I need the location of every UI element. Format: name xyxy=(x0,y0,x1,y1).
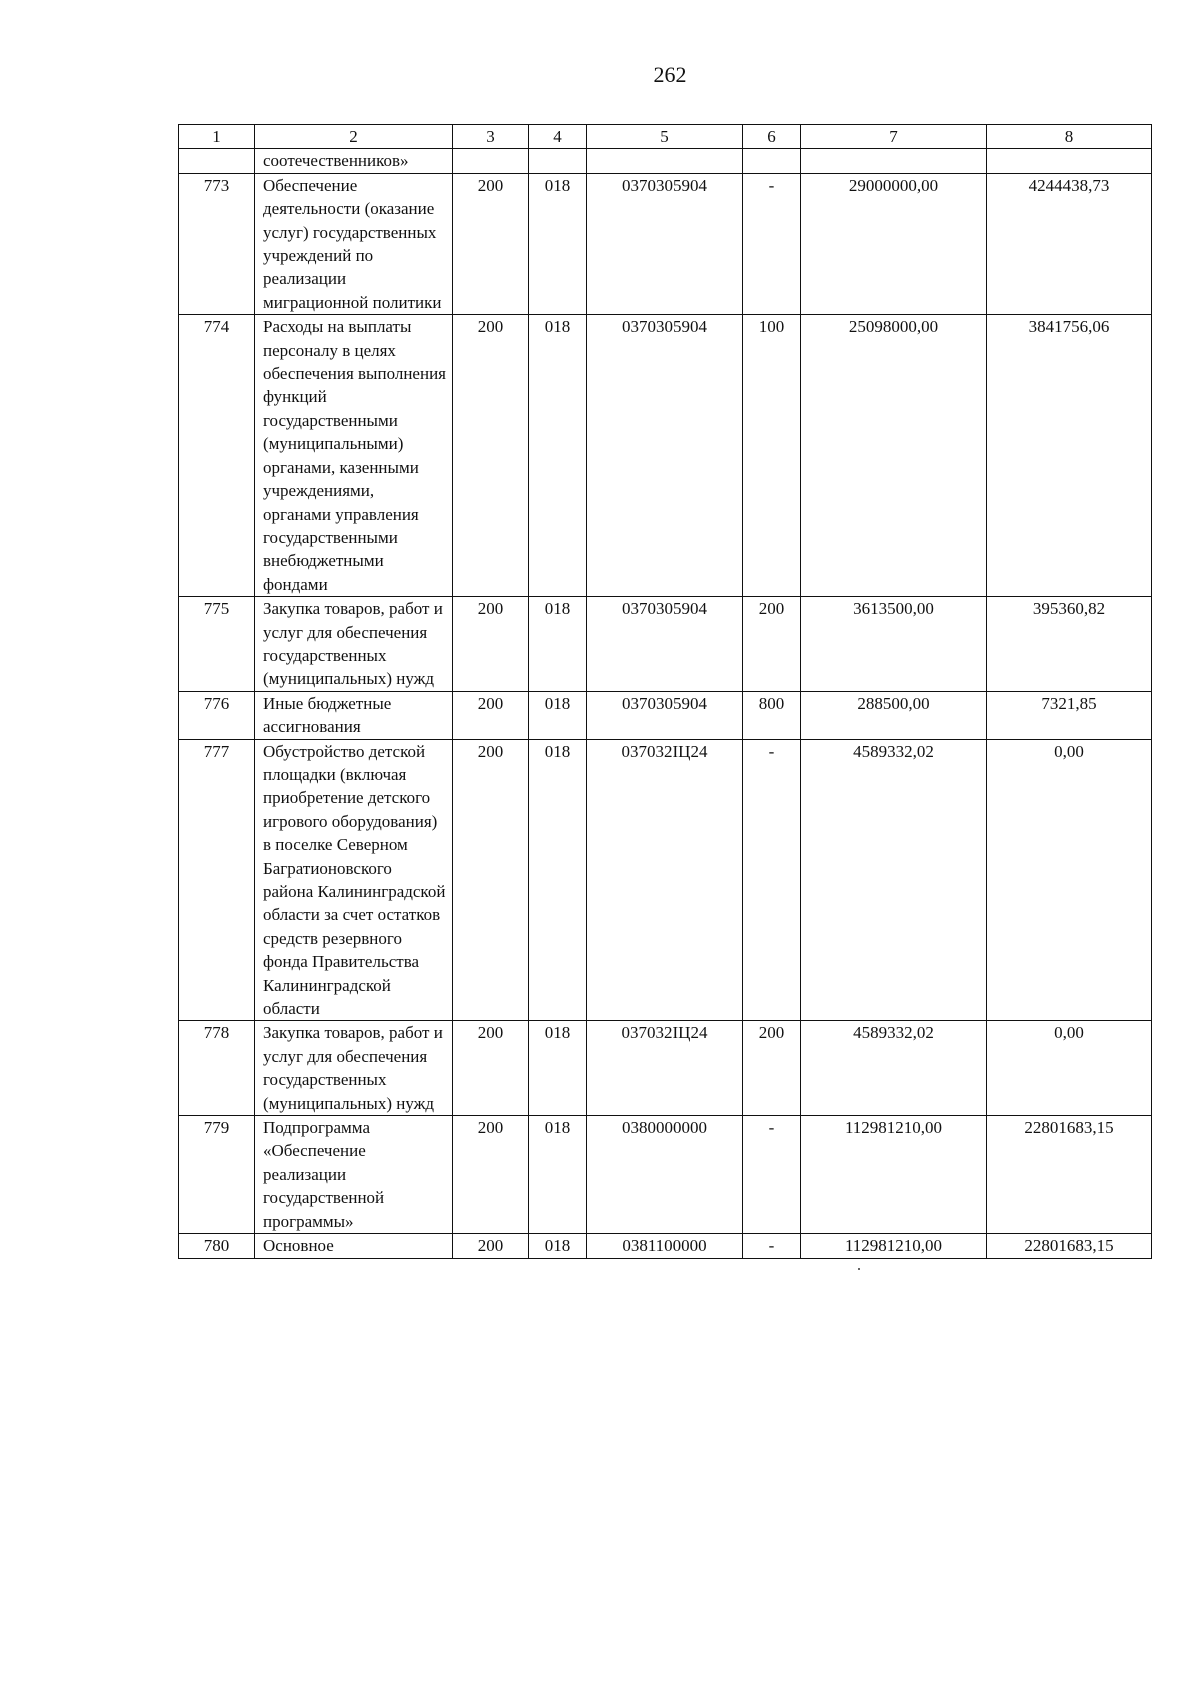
header-cell: 5 xyxy=(587,125,743,149)
table-cell-c6 xyxy=(743,149,801,173)
table-cell-name: соотечественников» xyxy=(255,149,453,173)
table-cell-num: 773 xyxy=(179,173,255,314)
table-cell-c3: 200 xyxy=(453,1021,529,1116)
table-cell-c4: 018 xyxy=(529,173,587,314)
table-cell-num: 777 xyxy=(179,739,255,1021)
table-row xyxy=(179,739,1152,1021)
table-cell-c5: 037032IЦ24 xyxy=(587,739,743,1021)
table-cell-c8: 0,00 xyxy=(987,739,1152,1021)
table-cell-c5: 0381100000 xyxy=(587,1234,743,1258)
table-cell-c6: - xyxy=(743,1234,801,1258)
table-row xyxy=(179,597,1152,692)
header-cell: 3 xyxy=(453,125,529,149)
table-cell-c3: 200 xyxy=(453,173,529,314)
table-cell-c8: 22801683,15 xyxy=(987,1234,1152,1258)
table-cell-c5: 0370305904 xyxy=(587,691,743,739)
table-row xyxy=(179,1234,1152,1258)
table-cell-c4: 018 xyxy=(529,315,587,597)
table-cell-name: Основное xyxy=(255,1234,453,1258)
table-header-row xyxy=(179,125,1152,149)
table-cell-num: 775 xyxy=(179,597,255,692)
header-cell: 1 xyxy=(179,125,255,149)
table-cell-c4: 018 xyxy=(529,597,587,692)
table-cell-c4 xyxy=(529,149,587,173)
table-cell-c3 xyxy=(453,149,529,173)
table-cell-c5: 0370305904 xyxy=(587,597,743,692)
table-cell-c6: - xyxy=(743,173,801,314)
table-cell-num: 774 xyxy=(179,315,255,597)
table-cell-c8: 395360,82 xyxy=(987,597,1152,692)
table-cell-c7: 112981210,00 xyxy=(801,1234,987,1258)
table-cell-c4: 018 xyxy=(529,691,587,739)
table-cell-c6: 200 xyxy=(743,597,801,692)
table-cell-c4: 018 xyxy=(529,1116,587,1234)
table-cell-num: 779 xyxy=(179,1116,255,1234)
table-cell-c8: 7321,85 xyxy=(987,691,1152,739)
table-cell-c7: 29000000,00 xyxy=(801,173,987,314)
budget-table xyxy=(178,124,1152,1259)
page-number: 262 xyxy=(653,62,687,87)
table-row xyxy=(179,173,1152,314)
table-cell-c5: 0370305904 xyxy=(587,315,743,597)
table-cell-c8: 4244438,73 xyxy=(987,173,1152,314)
table-cell-name: Расходы на выплаты персоналу в целях обеспечения выполнения функций государственными (муниципальными) органами, казенными учреждениями, органами управления государственными внебюджетными фондами xyxy=(255,315,453,597)
table-cell-c8: 0,00 xyxy=(987,1021,1152,1116)
table-cell-c8: 3841756,06 xyxy=(987,315,1152,597)
table-cell-num: 778 xyxy=(179,1021,255,1116)
table-cell-c7: 25098000,00 xyxy=(801,315,987,597)
table-cell-c8: 22801683,15 xyxy=(987,1116,1152,1234)
table-cell-c5: 0370305904 xyxy=(587,173,743,314)
table-cell-c7: 4589332,02 xyxy=(801,739,987,1021)
table-cell-c7 xyxy=(801,149,987,173)
table-cell-c3: 200 xyxy=(453,315,529,597)
table-row xyxy=(179,1021,1152,1116)
table-cell-c7: 4589332,02 xyxy=(801,1021,987,1116)
table-cell-c5: 037032IЦ24 xyxy=(587,1021,743,1116)
table-cell-c3: 200 xyxy=(453,597,529,692)
table-cell-num xyxy=(179,149,255,173)
table-row xyxy=(179,691,1152,739)
table-cell-name: Закупка товаров, работ и услуг для обеспечения государственных (муниципальных) нужд xyxy=(255,597,453,692)
table-cell-c4: 018 xyxy=(529,1021,587,1116)
table-cell-c6: - xyxy=(743,739,801,1021)
table-cell-name: Обеспечение деятельности (оказание услуг) государственных учреждений по реализации миграционной политики xyxy=(255,173,453,314)
table-cell-name: Обустройство детской площадки (включая приобретение детского игрового оборудования) в поселке Северном Багратионовского района Калининградской области за счет остатков средств резервного фонда Правительства Калининградской области xyxy=(255,739,453,1021)
table-row xyxy=(179,315,1152,597)
table-cell-c7: 3613500,00 xyxy=(801,597,987,692)
header-cell: 6 xyxy=(743,125,801,149)
table-cell-c6: - xyxy=(743,1116,801,1234)
table-cell-c3: 200 xyxy=(453,1116,529,1234)
table-cell-c8 xyxy=(987,149,1152,173)
table-row xyxy=(179,149,1152,173)
header-cell: 7 xyxy=(801,125,987,149)
header-cell: 4 xyxy=(529,125,587,149)
table-cell-c7: 112981210,00 xyxy=(801,1116,987,1234)
table-cell-name: Закупка товаров, работ и услуг для обеспечения государственных (муниципальных) нужд xyxy=(255,1021,453,1116)
table-cell-c5 xyxy=(587,149,743,173)
header-cell: 8 xyxy=(987,125,1152,149)
table-cell-name: Иные бюджетные ассигнования xyxy=(255,691,453,739)
table-cell-name: Подпрограмма «Обеспечение реализации государственной программы» xyxy=(255,1116,453,1234)
table-cell-c4: 018 xyxy=(529,739,587,1021)
table-cell-c6: 100 xyxy=(743,315,801,597)
table-row xyxy=(179,1116,1152,1234)
table-cell-num: 776 xyxy=(179,691,255,739)
table-cell-c3: 200 xyxy=(453,1234,529,1258)
table-cell-num: 780 xyxy=(179,1234,255,1258)
table-cell-c6: 800 xyxy=(743,691,801,739)
table-cell-c6: 200 xyxy=(743,1021,801,1116)
table-cell-c3: 200 xyxy=(453,739,529,1021)
table-cell-c3: 200 xyxy=(453,691,529,739)
table-cell-c5: 0380000000 xyxy=(587,1116,743,1234)
header-cell: 2 xyxy=(255,125,453,149)
table-cell-c4: 018 xyxy=(529,1234,587,1258)
scan-speck xyxy=(858,1268,860,1270)
table-cell-c7: 288500,00 xyxy=(801,691,987,739)
